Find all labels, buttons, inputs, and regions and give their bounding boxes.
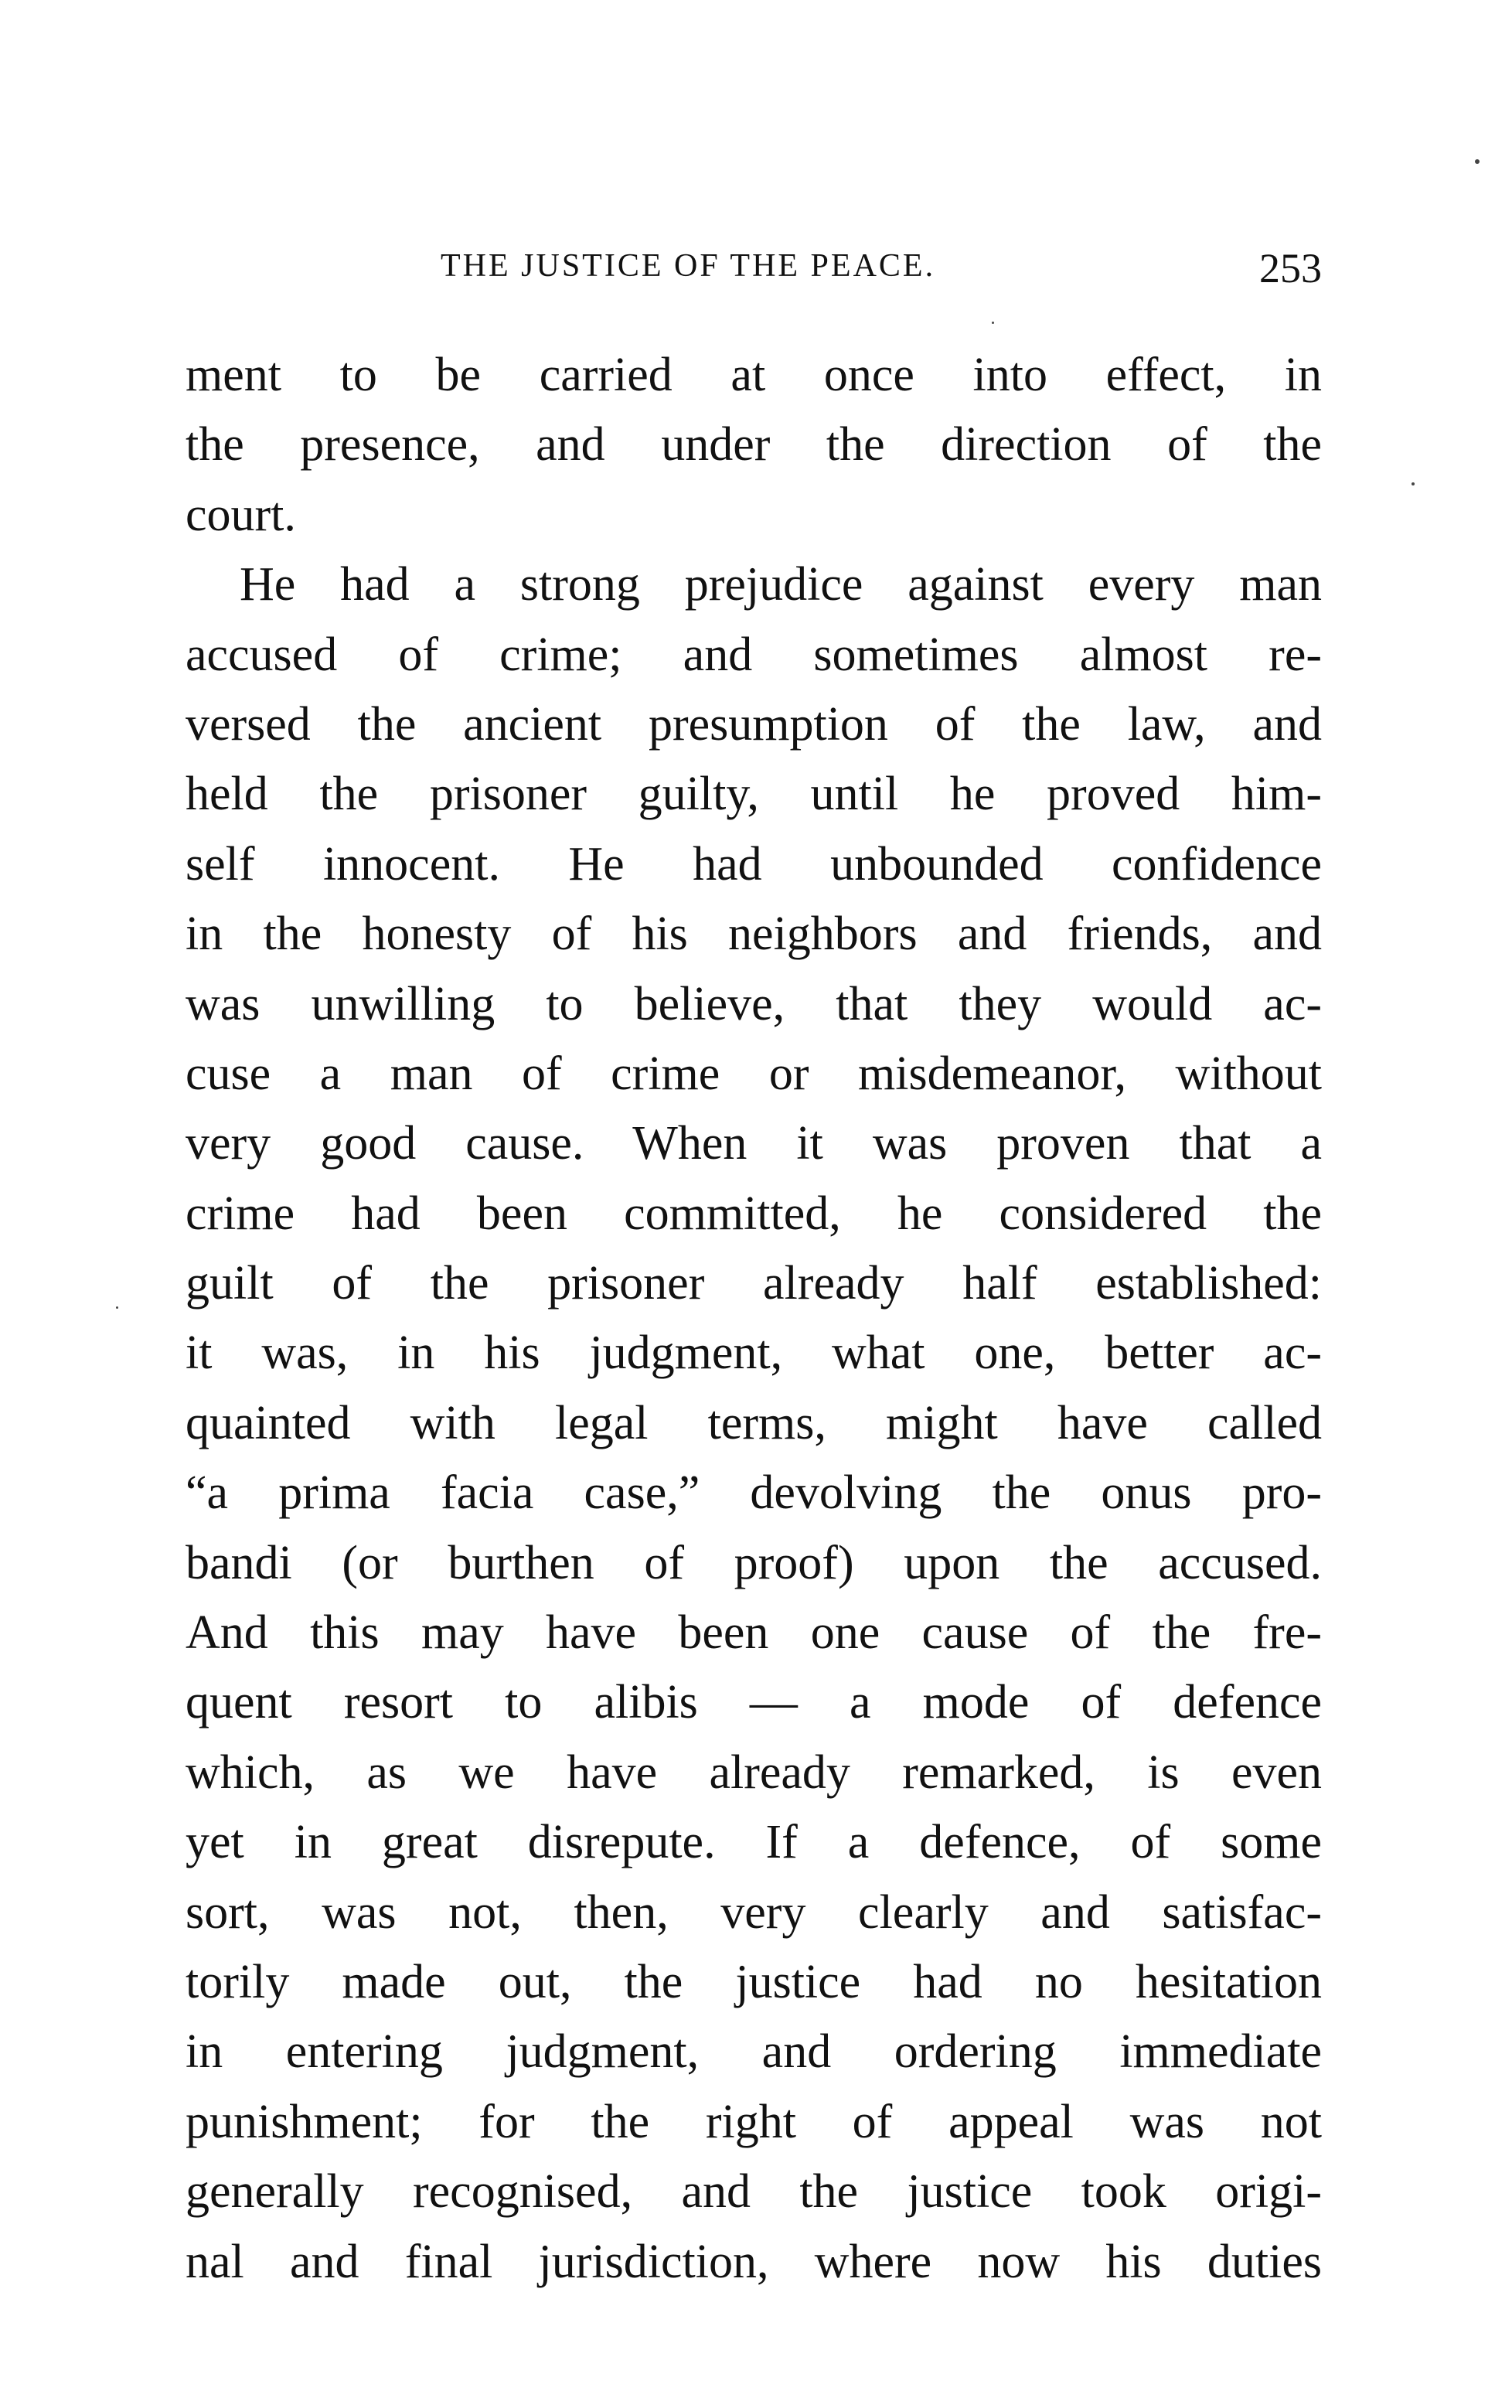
text-line: self innocent. He had unbounded confidence [186, 837, 1322, 891]
text-line: quainted with legal terms, might have called [186, 1396, 1322, 1449]
text-line: the presence, and under the direction of the [186, 418, 1322, 472]
scan-speck [1475, 159, 1480, 164]
text-line: torily made out, the justice had no hesitation [186, 1955, 1322, 2008]
text-line: in entering judgment, and ordering immediate [186, 2025, 1322, 2079]
text-line: “a prima facia case,” devolving the onus pro- [186, 1466, 1322, 1520]
text-line: sort, was not, then, very clearly and satisfac- [186, 1885, 1322, 1939]
text-line: ment to be carried at once into effect, in [186, 349, 1322, 401]
text-line: held the prisoner guilty, until he proved him- [186, 768, 1322, 821]
text-line: it was, in his judgment, what one, better ac- [186, 1327, 1322, 1380]
text-line: generally recognised, and the justice took origi- [186, 2165, 1322, 2219]
text-line: punishment; for the right of appeal was not [186, 2095, 1322, 2148]
text-line: bandi (or burthen of proof) upon the accused. [186, 1536, 1322, 1589]
text-line: was unwilling to believe, that they would ac- [186, 977, 1322, 1030]
text-line: And this may have been one cause of the fre- [186, 1606, 1322, 1660]
text-line: nal and final jurisdiction, where now his duties [186, 2235, 1322, 2288]
body-text [186, 340, 1322, 2297]
text-line: which, as we have already remarked, is even [186, 1746, 1322, 1799]
scan-speck [116, 1306, 118, 1309]
text-line: very good cause. When it was proven that a [186, 1117, 1322, 1170]
scan-speck [1412, 482, 1415, 485]
text-line: He had a strong prejudice against every man [240, 558, 1322, 611]
text-line: court. [186, 488, 296, 541]
page-number: 253 [1259, 245, 1322, 291]
text-line: guilt of the prisoner already half established: [186, 1257, 1322, 1310]
text-line: crime had been committed, he considered the [186, 1187, 1322, 1240]
text-line: cuse a man of crime or misdemeanor, without [186, 1047, 1322, 1100]
text-line: accused of crime; and sometimes almost re- [186, 628, 1322, 681]
text-line: yet in great disrepute. If a defence, of some [186, 1816, 1322, 1869]
text-line: quent resort to alibis — a mode of defence [186, 1676, 1322, 1729]
text-line: versed the ancient presumption of the law, and [186, 697, 1322, 751]
scan-speck [992, 322, 994, 324]
page-header [186, 247, 1322, 301]
text-line: in the honesty of his neighbors and friends, and [186, 908, 1322, 961]
running-head: THE JUSTICE OF THE PEACE. [441, 248, 936, 284]
